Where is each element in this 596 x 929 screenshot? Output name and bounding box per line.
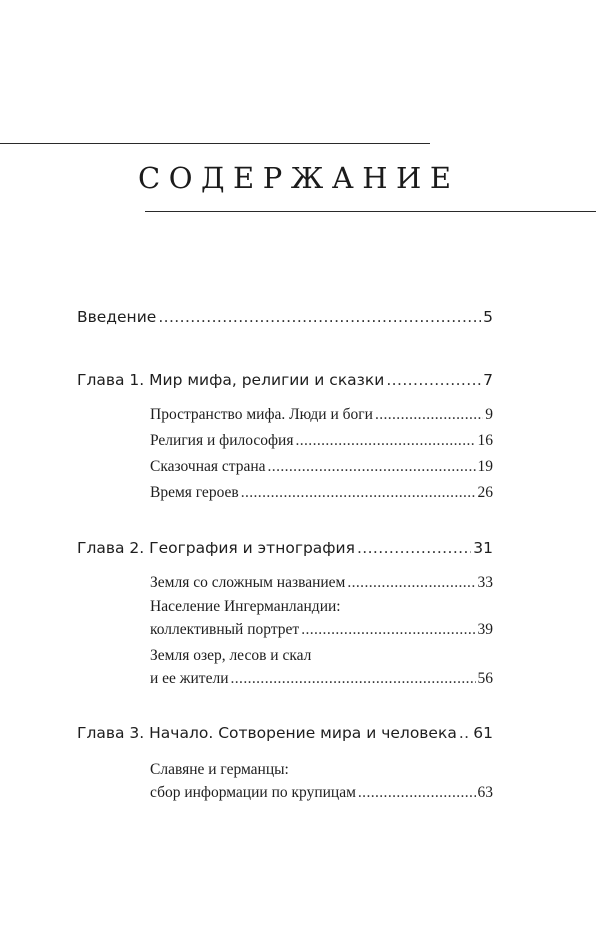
dot-leader: [231, 669, 476, 689]
toc-entry-title: Глава 1. Мир мифа, религии и сказки: [77, 371, 385, 389]
dot-leader: [241, 483, 476, 503]
toc-entry-page: 33: [477, 574, 493, 591]
dot-leader: [357, 538, 471, 558]
toc-entry-title: Пространство мифа. Люди и боги: [150, 406, 373, 423]
toc-entry-page: 61: [473, 724, 493, 742]
toc-entry-page: 31: [473, 539, 493, 557]
toc-chapter-3[interactable]: [77, 723, 493, 743]
toc-chapter-2[interactable]: [77, 538, 493, 558]
toc-section[interactable]: [150, 573, 493, 593]
toc-section[interactable]: [150, 405, 493, 425]
toc-section[interactable]: [150, 669, 493, 689]
toc-entry-page: 26: [477, 484, 493, 501]
toc-entry-intro[interactable]: [77, 307, 493, 327]
toc-section[interactable]: [150, 457, 493, 477]
toc-section-first-line[interactable]: Земля озер, лесов и скал: [150, 647, 312, 664]
dot-leader: [158, 307, 481, 327]
toc-entry-page: 5: [483, 308, 493, 326]
toc-entry-page: 9: [485, 406, 493, 423]
dot-leader: [375, 405, 483, 425]
toc-section[interactable]: [150, 431, 493, 451]
toc-entry-title: Земля со сложным названием: [150, 574, 346, 591]
toc-entry-page: 63: [477, 784, 493, 801]
toc-entry-page: 56: [477, 670, 493, 687]
dot-leader: [295, 431, 475, 451]
dot-leader: [268, 457, 476, 477]
dot-leader: [347, 573, 475, 593]
dot-leader: [386, 370, 481, 390]
toc-chapter-1[interactable]: [77, 370, 493, 390]
toc-entry-page: 7: [483, 371, 493, 389]
toc-section[interactable]: [150, 783, 493, 803]
toc-section[interactable]: [150, 483, 493, 503]
toc-entry-title: Глава 2. География и этнография: [77, 539, 355, 557]
toc-entry-title: Глава 3. Начало. Сотворение мира и человека: [77, 724, 457, 742]
toc-entry-title: Религия и философия: [150, 432, 294, 449]
toc-entry-page: 16: [477, 432, 493, 449]
toc-section-first-line[interactable]: Славяне и германцы:: [150, 761, 289, 778]
toc-entry-title: Время героев: [150, 484, 239, 501]
toc-entry-page: 19: [477, 458, 493, 475]
page-title: СОДЕРЖАНИЕ: [138, 161, 460, 195]
dot-leader: [358, 783, 476, 803]
dot-leader: [459, 723, 471, 743]
toc-entry-title: Сказочная страна: [150, 458, 266, 475]
toc-entry-title: сбор информации по крупицам: [150, 784, 356, 801]
dot-leader: [301, 620, 475, 640]
toc-entry-title: и ее жители: [150, 670, 229, 687]
toc-entry-title: коллективный портрет: [150, 621, 300, 638]
toc-entry-title: Введение: [77, 308, 157, 326]
toc-section-first-line[interactable]: Население Ингерманландии:: [150, 598, 341, 615]
toc-section[interactable]: [150, 620, 493, 640]
toc-entry-page: 39: [477, 621, 493, 638]
